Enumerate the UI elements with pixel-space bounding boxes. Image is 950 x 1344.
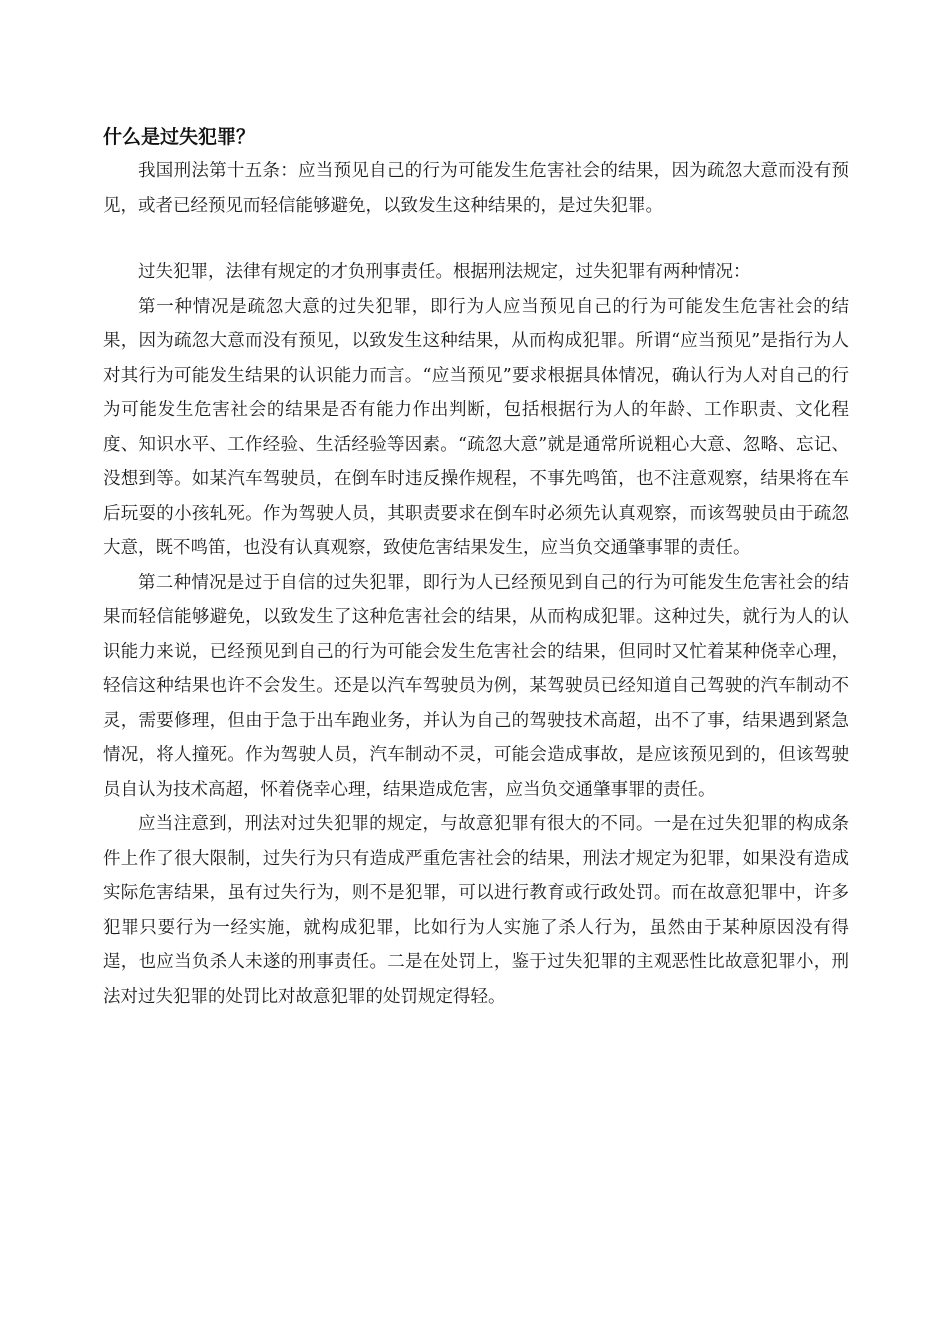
paragraph-negligence: 第一种情况是疏忽大意的过失犯罪，即行为人应当预见自己的行为可能发生危害社会的结果，因为疏忽大意而没有预见，以致发生这种结果，从而构成犯罪。所谓“应当预见”是指行为人对其行为可能发生结果的认识能力而言。“应当预见”要求根据具体情况，确认行为人对自己的行为可能发生危害社会的结果是否有能力作出判断，包括根据行为人的年龄、工作职责、文化程度、知识水平、工作经验、生活经验等因素。“疏忽大意”就是通常所说粗心大意、忽略、忘记、没想到等。如某汽车驾驶员，在倒车时违反操作规程，不事先鸣笛，也不注意观察，结果将在车后玩耍的小孩轧死。作为驾驶人员，其职责要求在倒车时必须先认真观察，而该驾驶员由于疏忽大意，既不鸣笛，也没有认真观察，致使危害结果发生，应当负交通肇事罪的责任。 [103, 296, 849, 558]
paragraph-article-15: 我国刑法第十五条：应当预见自己的行为可能发生危害社会的结果，因为疏忽大意而没有预见，或者已经预见而轻信能够避免，以致发生这种结果的，是过失犯罪。 [103, 161, 849, 216]
document-body [103, 120, 849, 1014]
document-title: 什么是过失犯罪？ [103, 126, 256, 148]
paragraph-comparison: 应当注意到，刑法对过失犯罪的规定，与故意犯罪有很大的不同。一是在过失犯罪的构成条件上作了很大限制，过失行为只有造成严重危害社会的结果，刑法才规定为犯罪，如果没有造成实际危害结果，虽有过失行为，则不是犯罪，可以进行教育或行政处罚。而在故意犯罪中，许多犯罪只要行为一经实施，就构成犯罪，比如行为人实施了杀人行为，虽然由于某种原因没有得逞，也应当负杀人未遂的刑事责任。二是在处罚上，鉴于过失犯罪的主观恶性比故意犯罪小，刑法对过失犯罪的处罚比对故意犯罪的处罚规定得轻。 [103, 814, 849, 1007]
paragraph-overview: 过失犯罪，法律有规定的才负刑事责任。根据刑法规定，过失犯罪有两种情况： [138, 262, 751, 282]
paragraph-spacer [103, 223, 849, 255]
paragraph-overconfidence: 第二种情况是过于自信的过失犯罪，即行为人已经预见到自己的行为可能发生危害社会的结果而轻信能够避免，以致发生了这种危害社会的结果，从而构成犯罪。这种过失，就行为人的认识能力来说，已经预见到自己的行为可能会发生危害社会的结果，但同时又忙着某种侥幸心理，轻信这种结果也许不会发生。还是以汽车驾驶员为例，某驾驶员已经知道自己驾驶的汽车制动不灵，需要修理，但由于急于出车跑业务，并认为自己的驾驶技术高超，出不了事，结果遇到紧急情况，将人撞死。作为驾驶人员，汽车制动不灵，可能会造成事故，是应该预见到的，但该驾驶员自认为技术高超，怀着侥幸心理，结果造成危害，应当负交通肇事罪的责任。 [103, 572, 849, 800]
